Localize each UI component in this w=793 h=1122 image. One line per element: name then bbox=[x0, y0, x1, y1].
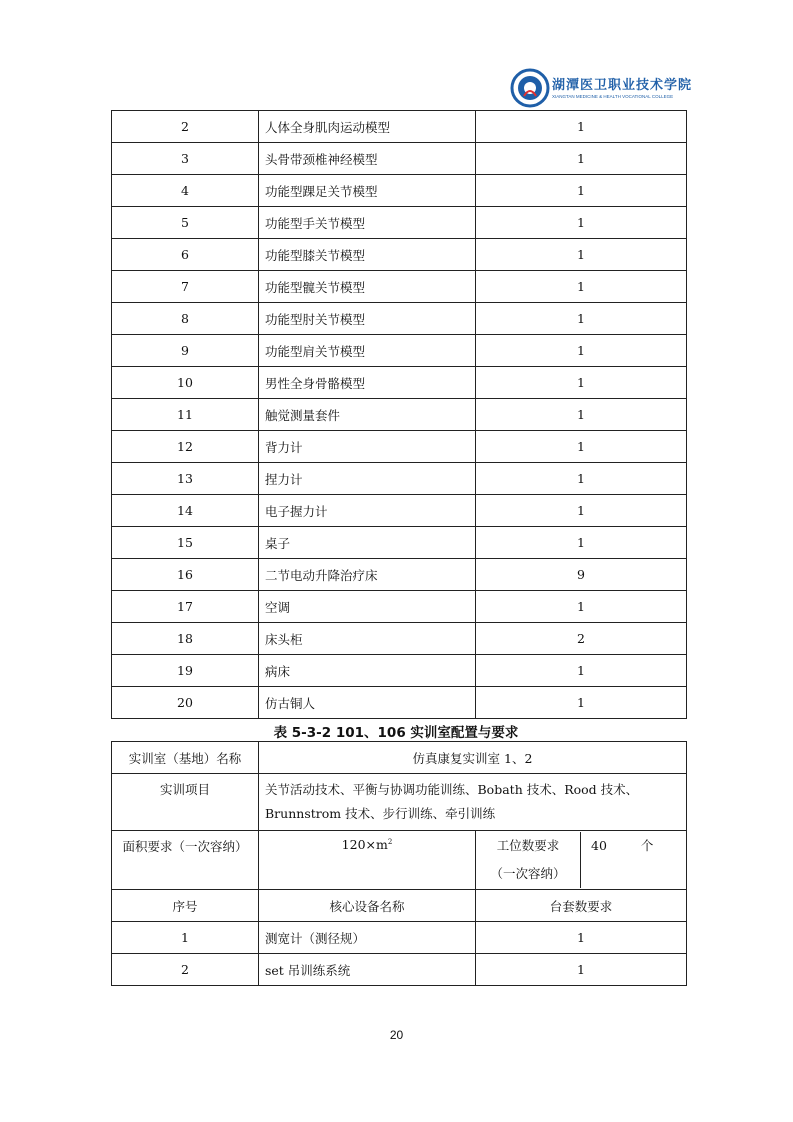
row-number: 16 bbox=[112, 559, 259, 591]
table-row bbox=[112, 399, 687, 431]
station-unit: 个 bbox=[640, 838, 654, 853]
col-header-qty: 台套数要求 bbox=[476, 890, 687, 922]
row-number: 13 bbox=[112, 463, 259, 495]
quantity: 1 bbox=[476, 367, 687, 399]
row-number: 9 bbox=[112, 335, 259, 367]
station-cell bbox=[476, 831, 687, 890]
quantity: 1 bbox=[476, 655, 687, 687]
room-name-value: 仿真康复实训室 1、2 bbox=[259, 742, 687, 774]
row-number: 8 bbox=[112, 303, 259, 335]
quantity: 1 bbox=[476, 271, 687, 303]
table-row bbox=[112, 271, 687, 303]
equipment-name: 测宽计（测径规） bbox=[259, 922, 476, 954]
equipment-table-body bbox=[112, 111, 687, 719]
station-label-line-2: （一次容纳） bbox=[490, 866, 566, 881]
row-number: 12 bbox=[112, 431, 259, 463]
table-row bbox=[112, 463, 687, 495]
quantity: 1 bbox=[476, 687, 687, 719]
table-row bbox=[112, 175, 687, 207]
row-number: 1 bbox=[112, 922, 259, 954]
row-number: 7 bbox=[112, 271, 259, 303]
col-header-no: 序号 bbox=[112, 890, 259, 922]
quantity: 1 bbox=[476, 463, 687, 495]
station-value bbox=[581, 832, 686, 888]
college-name-english: XIANGTAN MEDICINE & HEALTH VOCATIONAL COLLEGE bbox=[552, 94, 674, 99]
table-row bbox=[112, 954, 687, 986]
row-number: 20 bbox=[112, 687, 259, 719]
quantity: 1 bbox=[476, 207, 687, 239]
station-label-line-1: 工位数要求 bbox=[496, 838, 560, 853]
quantity: 1 bbox=[476, 431, 687, 463]
table-row bbox=[112, 303, 687, 335]
station-label bbox=[476, 832, 581, 888]
table-row bbox=[112, 591, 687, 623]
table-row bbox=[112, 367, 687, 399]
equipment-table-continued bbox=[111, 110, 687, 719]
equipment-name: 床头柜 bbox=[259, 623, 476, 655]
project-label: 实训项目 bbox=[112, 774, 259, 831]
equipment-name: 空调 bbox=[259, 591, 476, 623]
quantity: 1 bbox=[476, 527, 687, 559]
row-number: 19 bbox=[112, 655, 259, 687]
project-line-1: 关节活动技术、平衡与协调功能训练、Bobath 技术、Rood 技术、 bbox=[265, 782, 639, 797]
quantity: 1 bbox=[476, 335, 687, 367]
quantity: 1 bbox=[476, 954, 687, 986]
equipment-name: 桌子 bbox=[259, 527, 476, 559]
table-row bbox=[112, 335, 687, 367]
training-equipment-body bbox=[112, 922, 687, 986]
row-number: 15 bbox=[112, 527, 259, 559]
equipment-name: 功能型髋关节模型 bbox=[259, 271, 476, 303]
equipment-name: 背力计 bbox=[259, 431, 476, 463]
equipment-name: 电子握力计 bbox=[259, 495, 476, 527]
table-row bbox=[112, 623, 687, 655]
row-number: 3 bbox=[112, 143, 259, 175]
equipment-name: 二节电动升降治疗床 bbox=[259, 559, 476, 591]
table-row bbox=[112, 655, 687, 687]
college-name: 湖潭医卫职业技术学院 bbox=[552, 78, 693, 93]
table-row bbox=[112, 527, 687, 559]
quantity: 1 bbox=[476, 399, 687, 431]
row-number: 18 bbox=[112, 623, 259, 655]
quantity: 1 bbox=[476, 591, 687, 623]
equipment-name: 功能型肩关节模型 bbox=[259, 335, 476, 367]
equipment-name: 捏力计 bbox=[259, 463, 476, 495]
quantity: 1 bbox=[476, 143, 687, 175]
row-number: 5 bbox=[112, 207, 259, 239]
equipment-name: 功能型手关节模型 bbox=[259, 207, 476, 239]
quantity: 1 bbox=[476, 495, 687, 527]
table-row bbox=[112, 559, 687, 591]
quantity: 9 bbox=[476, 559, 687, 591]
room-name-label: 实训室（基地）名称 bbox=[112, 742, 259, 774]
station-number: 40 bbox=[591, 838, 607, 853]
row-number: 4 bbox=[112, 175, 259, 207]
equipment-name: 触觉测量套件 bbox=[259, 399, 476, 431]
area-value bbox=[259, 831, 476, 890]
quantity: 1 bbox=[476, 303, 687, 335]
quantity: 1 bbox=[476, 922, 687, 954]
equipment-name: 功能型踝足关节模型 bbox=[259, 175, 476, 207]
row-number: 6 bbox=[112, 239, 259, 271]
room-name-row bbox=[112, 742, 687, 774]
equipment-name: set 吊训练系统 bbox=[259, 954, 476, 986]
row-number: 2 bbox=[112, 954, 259, 986]
row-number: 11 bbox=[112, 399, 259, 431]
row-number: 2 bbox=[112, 111, 259, 143]
table-row bbox=[112, 687, 687, 719]
training-room-table bbox=[111, 741, 687, 986]
area-row bbox=[112, 831, 687, 890]
table-row bbox=[112, 239, 687, 271]
college-emblem-icon bbox=[510, 66, 550, 110]
equipment-name: 男性全身骨骼模型 bbox=[259, 367, 476, 399]
quantity: 2 bbox=[476, 623, 687, 655]
table-row bbox=[112, 207, 687, 239]
equipment-name: 人体全身肌肉运动模型 bbox=[259, 111, 476, 143]
equipment-name: 仿古铜人 bbox=[259, 687, 476, 719]
quantity: 1 bbox=[476, 111, 687, 143]
table-caption: 表 5-3-2 101、106 实训室配置与要求 bbox=[273, 725, 519, 741]
table-row bbox=[112, 922, 687, 954]
equipment-name: 头骨带颈椎神经模型 bbox=[259, 143, 476, 175]
column-header-row bbox=[112, 890, 687, 922]
equipment-name: 病床 bbox=[259, 655, 476, 687]
row-number: 14 bbox=[112, 495, 259, 527]
area-superscript: 2 bbox=[387, 837, 393, 846]
area-number: 120×m bbox=[341, 837, 388, 852]
equipment-name: 功能型膝关节模型 bbox=[259, 239, 476, 271]
row-number: 10 bbox=[112, 367, 259, 399]
table-row bbox=[112, 431, 687, 463]
project-line-2: Brunnstrom 技术、步行训练、牵引训练 bbox=[265, 806, 496, 821]
equipment-name: 功能型肘关节模型 bbox=[259, 303, 476, 335]
quantity: 1 bbox=[476, 239, 687, 271]
project-value bbox=[259, 774, 687, 831]
table-row bbox=[112, 143, 687, 175]
table-row bbox=[112, 495, 687, 527]
area-label: 面积要求（一次容纳） bbox=[112, 831, 259, 890]
col-header-name: 核心设备名称 bbox=[259, 890, 476, 922]
row-number: 17 bbox=[112, 591, 259, 623]
table-row bbox=[112, 111, 687, 143]
quantity: 1 bbox=[476, 175, 687, 207]
project-row bbox=[112, 774, 687, 831]
page-number: 20 bbox=[389, 1028, 404, 1042]
